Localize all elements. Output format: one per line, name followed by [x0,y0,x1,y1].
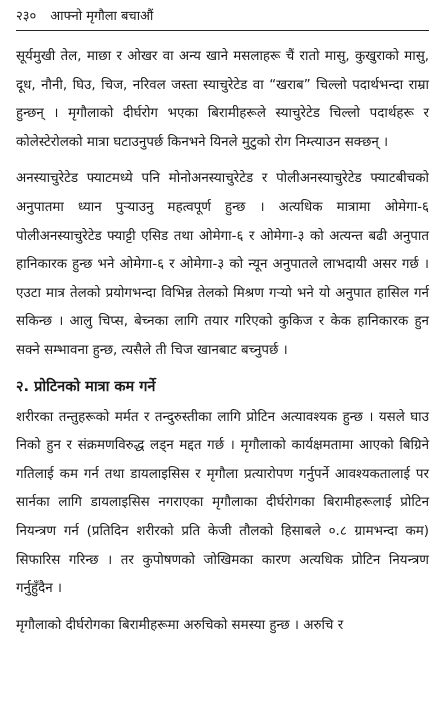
paragraph-protein: शरीरका तन्तुहरूको मर्मत र तन्दुरुस्तीका लागि प्रोटिन अत्यावश्यक हुन्छ । यसले घाउ निको हुन र संक्रमणविरुद्ध लड्न मद्दत गर्छ । मृगौलाको कार्यक्षमतामा आएको बिग्रिने गतिलाई कम गर्न तथा डायलाइसिस र मृगौला प्रत्यारोपण गर्नुपर्ने आवश्यकतालाई पर सार्नका लागि डायलाइसिस नगराएका मृगौलाका दीर्घरोगका बिरामीहरूलाई प्रोटिन नियन्त्रण गर्न (प्रतिदिन शरीरको प्रति केजी तौलको हिसाबले ०.८ ग्रामभन्दा कम) सिफारिस गरिन्छ । तर कुपोषणको जोखिमका कारण अत्यधिक प्रोटिन नियन्त्रण गर्नुहुँदैन । [16,409,429,597]
paragraph-appetite: मृगौलाको दीर्घरोगका बिरामीहरूमा अरुचिको समस्या हुन्छ । अरुचि र [16,617,344,633]
paragraph-fats: सूर्यमुखी तेल, माछा र ओखर वा अन्य खाने मसलाहरू चैं रातो मासु, कुखुराको मासु, दूध, नौनी, घिउ, चिज, नरिवल जस्ता स्याचुरेटेड वा “खराब” चिल्लो पदार्थभन्दा राम्रा हुन्छन् । मृगौलाको दीर्घरोग भएका बिरामीहरूले स्याचुरेटेड चिल्लो पदार्थहरू र कोलेस्टेरोलको मात्रा घटाउनुपर्छ किनभने यिनले मुटुको रोग निम्त्याउन सक्छन् । [16,49,429,150]
paragraph-unsaturated-fats: अनस्याचुरेटेड फ्याटमध्ये पनि मोनोअनस्याचुरेटेड र पोलीअनस्याचुरेटेड फ्याटबीचको अनुपातमा ध्यान पुऱ्याउनु महत्वपूर्ण हुन्छ । अत्यधिक मात्रामा ओमेगा-६ पोलीअनस्याचुरेटेड फ्याट्टी एसिड तथा ओमेगा-६ र ओमेगा-३ को अत्यन्त बढी अनुपात हानिकारक हुन्छ भने ओमेगा-६ र ओमेगा-३ को न्यून अनुपातले लाभदायी असर गर्छ । एउटा मात्र तेलको प्रयोगभन्दा विभिन्न तेलको मिश्रण गऱ्यो भने यो अनुपात हासिल गर्न सकिन्छ । आलु चिप्स, बेच्नका लागि तयार गरिएको कुकिज र केक हानिकारक हुन सक्ने सम्भावना हुन्छ, त्यसैले ती चिज खानबाट बच्नुपर्छ । [16,171,429,358]
section-heading-protein: २. प्रोटिनको मात्रा कम गर्ने [16,378,156,395]
body-text [16,43,429,640]
book-title: आफ्नो मृगौला बचाऔं [50,9,154,24]
page-number: २३० [16,9,37,24]
running-head [16,6,429,31]
